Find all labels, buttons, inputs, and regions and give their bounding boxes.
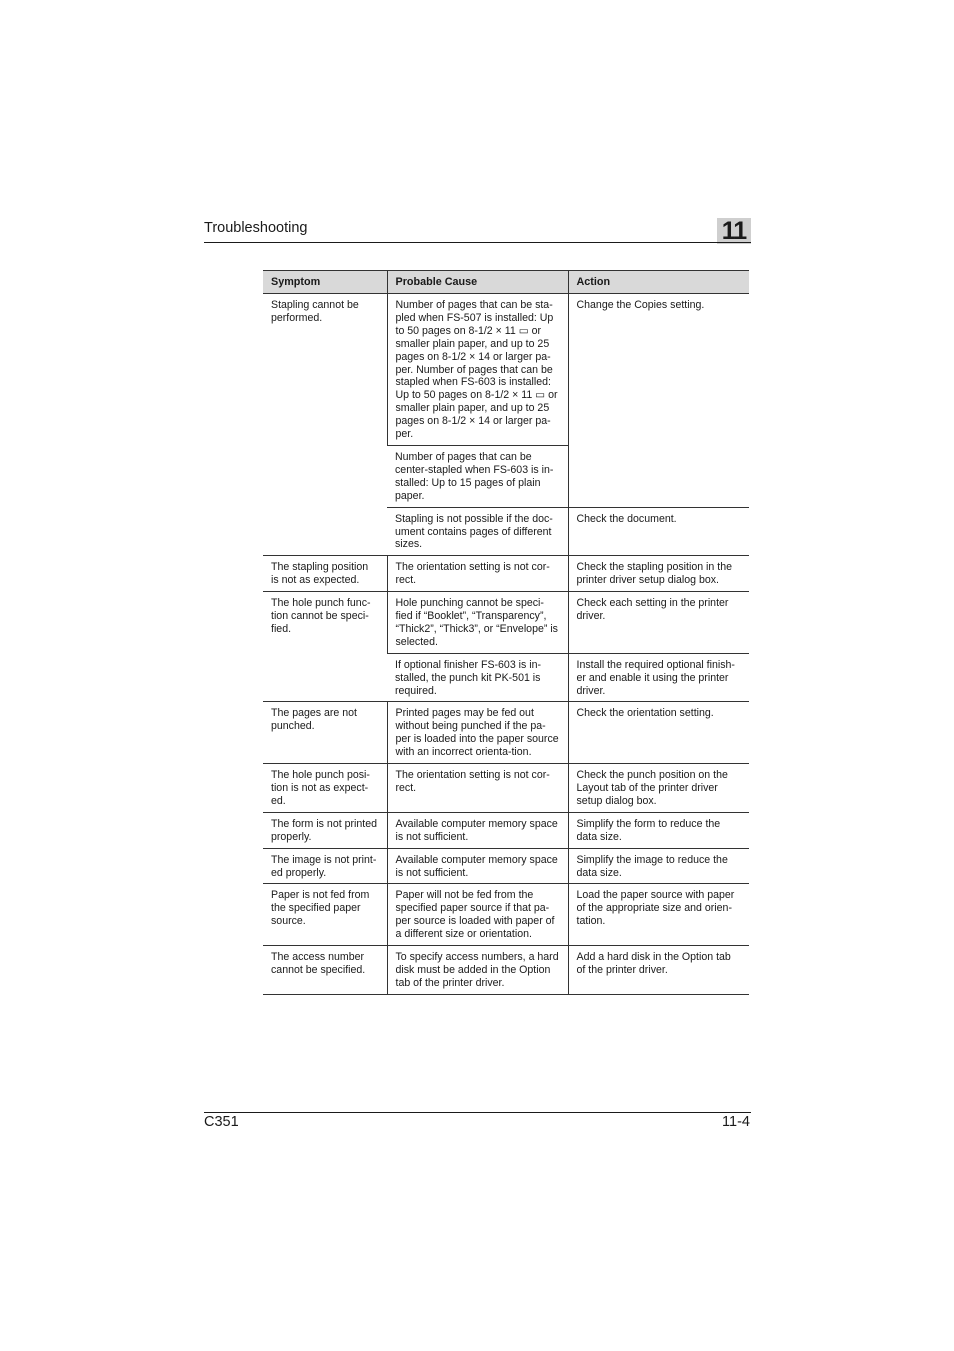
cause-cell: Number of pages that can be center-stapled when FS-603 is in-stalled: Up to 15 pages of plain paper.: [387, 445, 568, 507]
action-cell: Install the required optional finish-er and enable it using the printer driver.: [568, 653, 749, 702]
symptom-cell: The pages are not punched.: [263, 702, 387, 764]
action-cell: Simplify the form to reduce the data size.: [568, 812, 749, 848]
cause-cell: Stapling is not possible if the doc-ument contains pages of different sizes.: [387, 507, 568, 556]
table-row: [263, 946, 749, 995]
table-row: [263, 294, 749, 446]
symptom-cell: The stapling position is not as expected.: [263, 556, 387, 592]
symptom-cell: The hole punch func-tion cannot be speci-fied.: [263, 592, 387, 702]
footer-divider: [204, 1112, 751, 1113]
action-cell: Change the Copies setting.: [568, 294, 749, 508]
column-header-action: Action: [568, 271, 749, 294]
symptom-cell: The image is not print-ed properly.: [263, 848, 387, 884]
table-row: [263, 556, 749, 592]
table-row: [263, 702, 749, 764]
action-cell: Load the paper source with paper of the appropriate size and orien-tation.: [568, 884, 749, 946]
table-row: [263, 812, 749, 848]
cause-cell: The orientation setting is not cor-rect.: [387, 556, 568, 592]
symptom-cell: Stapling cannot be performed.: [263, 294, 387, 556]
table-header-row: [263, 271, 749, 294]
footer-model-name: C351: [204, 1114, 239, 1130]
cause-cell: Hole punching cannot be speci-fied if “Booklet”, “Transparency”, “Thick2”, “Thick3”, or “Envelope” is selected.: [387, 592, 568, 654]
cause-cell: The orientation setting is not cor-rect.: [387, 764, 568, 813]
troubleshooting-table: [263, 270, 749, 995]
section-title: Troubleshooting: [204, 220, 308, 236]
table-row: [263, 884, 749, 946]
action-cell: Check each setting in the printer driver.: [568, 592, 749, 654]
action-cell: Check the orientation setting.: [568, 702, 749, 764]
symptom-cell: The form is not printed properly.: [263, 812, 387, 848]
footer-page-number: 11-4: [722, 1114, 750, 1130]
cause-cell: If optional finisher FS-603 is in-stalled, the punch kit PK-501 is required.: [387, 653, 568, 702]
action-cell: Check the document.: [568, 507, 749, 556]
action-cell: Check the punch position on the Layout tab of the printer driver setup dialog box.: [568, 764, 749, 813]
cause-cell: Available computer memory space is not sufficient.: [387, 848, 568, 884]
cause-cell: Available computer memory space is not sufficient.: [387, 812, 568, 848]
action-cell: Check the stapling position in the printer driver setup dialog box.: [568, 556, 749, 592]
symptom-cell: The hole punch posi-tion is not as expect-ed.: [263, 764, 387, 813]
column-header-symptom: Symptom: [263, 271, 387, 294]
symptom-cell: Paper is not fed from the specified paper source.: [263, 884, 387, 946]
header-divider: [204, 242, 751, 243]
action-cell: Simplify the image to reduce the data size.: [568, 848, 749, 884]
symptom-cell: The access number cannot be specified.: [263, 946, 387, 995]
table-row: [263, 848, 749, 884]
action-cell: Add a hard disk in the Option tab of the printer driver.: [568, 946, 749, 995]
cause-cell: Paper will not be fed from the specified paper source if that pa-per source is loaded with paper of a different size or orientation.: [387, 884, 568, 946]
chapter-number-badge: 11: [717, 218, 751, 244]
cause-cell: Printed pages may be fed out without being punched if the pa-per is loaded into the paper source with an incorrect orienta-tion.: [387, 702, 568, 764]
cause-cell: To specify access numbers, a hard disk must be added in the Option tab of the printer driver.: [387, 946, 568, 995]
table-row: [263, 764, 749, 813]
table-row: [263, 592, 749, 654]
cause-cell: Number of pages that can be sta-pled when FS-507 is installed: Up to 50 pages on 8-1/2 × 11 ▭ or smaller plain paper, and up to 25 pages on 8-1/2 × 14 or larger pa-per. Number of pages that can be stapled when FS-603 is installed: Up to 50 pages on 8-1/2 × 11 ▭ or smaller plain paper, and up to 25 pages on 8-1/2 × 14 or larger pa-per.: [387, 294, 568, 446]
column-header-probable-cause: Probable Cause: [387, 271, 568, 294]
